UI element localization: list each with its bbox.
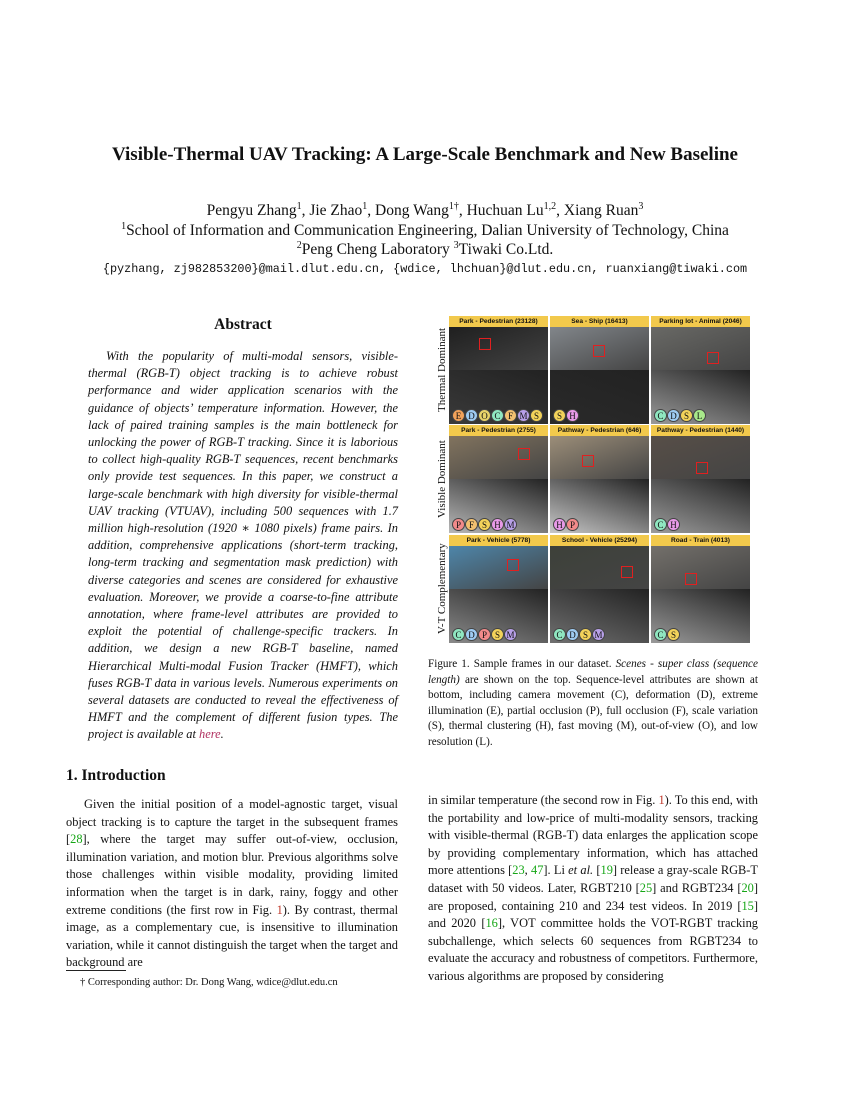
attribute-badges [654,518,680,531]
attribute-badge: M [517,409,530,422]
citation-link[interactable]: 16 [485,916,498,931]
intro-right-paragraph [428,792,758,986]
attribute-badge: C [452,628,465,641]
attribute-badge: D [465,628,478,641]
author-name: , Dong Wang [367,202,449,219]
text-run: ]. Li [543,863,569,878]
attribute-badges [452,409,543,422]
text-run: ] release a gray-scale RGB-T dataset with 50 videos. Later, RGBT210 [ [428,863,758,895]
attribute-badge: C [553,628,566,641]
sample-frame-pair [449,535,548,643]
scene-header: Pathway - Pedestrian (1440) [651,425,750,436]
attribute-badge: C [491,409,504,422]
author-affil-sup: 3 [638,200,644,212]
figure-ref-link[interactable]: 1 [276,902,283,917]
author-name: , Jie Zhao [301,202,363,219]
author-name: , Huchuan Lu [458,202,544,219]
sample-frame-pair [651,535,750,643]
attribute-badge: S [553,409,566,422]
text-run: ] are proposed, containing 210 and 234 test videos. In 2019 [ [428,880,758,913]
text-run: ], where the target may suffer out-of-view, occlusion, illumination variation, and motion blur. Previous algorithms solve those challenges within visible modality, providing limited information when the target is in dark, rainy, foggy and other extreme conditions (the first row in Fig. [66,832,398,917]
sample-frame-pair [651,425,750,533]
scene-header: Sea - Ship (16413) [550,316,649,327]
attribute-badge: E [452,409,465,422]
text-run: ). By contrast, thermal image, as a complementary cue, is insensitive to illumination variation, while it cannot distinguish the target when the target and background are [66,902,399,970]
author-name: Pengyu Zhang [206,202,297,219]
target-bounding-box [507,559,519,571]
text-run: [ [593,863,601,878]
author-affil-sup: 1 [296,200,302,212]
attribute-badge: S [530,409,543,422]
text-run: ], VOT committee holds the VOT-RGBT tracking subchallenge, which selects 60 sequences from RGBT234 to evaluate the accuracy and robustness of competitors. Furthermore, various algorithms are proposed by considering [428,916,759,983]
intro-heading: 1. Introduction [66,767,166,784]
affiliation-1: $^1$School of Information and Communication Engineering, Dalian University of Technology, China [121,220,729,239]
attribute-badges [452,628,517,641]
author-name: , Xiang Ruan [556,202,639,219]
sample-frame-pair [550,316,649,424]
attribute-badge: H [667,518,680,531]
scene-header: School - Vehicle (25294) [550,535,649,546]
attribute-badges [553,518,579,531]
target-bounding-box [479,338,491,350]
attribute-badge: M [504,518,517,531]
attribute-badges [654,628,680,641]
citation-link[interactable]: 23 [512,863,525,878]
sample-frame-pair [449,316,548,424]
author-affil-sup: 1,2 [543,200,557,212]
row-label: V-T Complementary [436,543,448,635]
attribute-badge: C [654,628,667,641]
target-bounding-box [685,573,697,585]
attribute-badge: S [491,628,504,641]
target-bounding-box [518,448,530,460]
scene-header: Park - Vehicle (5778) [449,535,548,546]
attribute-badge: H [566,409,579,422]
text-run: ] and 2020 [ [428,898,758,931]
italic-text: et al. [568,863,594,878]
author-list [0,200,850,221]
scene-header: Parking lot - Animal (2046) [651,316,750,327]
target-bounding-box [593,345,605,357]
attribute-badge: D [465,409,478,422]
abstract-heading: Abstract [214,316,272,333]
citation-link[interactable]: 47 [531,863,544,878]
target-bounding-box [621,566,633,578]
author-affil-sup: 1† [448,200,459,212]
scene-header: Park - Pedestrian (2755) [449,425,548,436]
attribute-badge: P [478,628,491,641]
text-run: ] and RGBT234 [ [652,880,742,895]
footnote: † Corresponding author: Dr. Dong Wang, wdice@dlut.edu.cn [80,977,338,988]
attribute-badges [553,409,579,422]
attribute-badge: P [452,518,465,531]
sample-frame-pair [651,316,750,424]
attribute-badge: H [553,518,566,531]
text-run: ). To this end, with the portability and low-price of multi-modality sensors, tracking with visible-thermal (RGB-T) data enlarges the application scope by providing complementary information, which has attached more attentions [ [428,793,758,878]
attribute-badge: S [667,628,680,641]
scene-header: Park - Pedestrian (23128) [449,316,548,327]
sample-frame-pair [550,425,649,533]
text-run: Given the initial position of a model-agnostic target, visual object tracking is to capture the target in the subsequent frames [ [66,797,398,847]
project-link[interactable]: here [199,727,221,742]
figure-1 [436,316,756,646]
citation-link[interactable]: 19 [600,863,613,878]
citation-link[interactable]: 15 [741,898,754,913]
attribute-badge: S [478,518,491,531]
scene-header: Road - Train (4013) [651,535,750,546]
row-label: Visible Dominant [436,440,448,518]
citation-link[interactable]: 25 [639,880,653,895]
attribute-badge: F [504,409,517,422]
attribute-badges [654,409,706,422]
text-run: , [524,863,532,878]
author-affil-sup: 1 [362,200,368,212]
attribute-badge: H [491,518,504,531]
attribute-badge: O [478,409,491,422]
target-bounding-box [707,352,719,364]
target-bounding-box [696,462,708,474]
text-run: in similar temperature (the second row in Fig. [428,793,659,807]
abstract-body: With the popularity of multi-modal sensors, visible-thermal (RGB-T) object tracking is to achieve robust performance and wider application scenarios with the guidance of objects’ temperature information. However, the lack of paired training samples is the main bottleneck for unlocking the power of RGB-T tracking. Since it is laborious to collect high-quality RGB-T sequences, recent benchmarks only provide test sequences. In this paper, we construct a large-scale benchmark with high diversity for visible-thermal UAV tracking (VTUAV), including 500 sequences with 1.7 million high-resolution (1920 ∗ 1080 pixels) frame pairs. In addition, comprehensive applications (short-term tracking, long-term tracking and segmentation mask prediction) with diverse categories and scenes are considered for exhaustive evaluation. Moreover, we provide a coarse-to-fine attribute annotation, where frame-level attributes are provided to exploit the potential of challenge-specific trackers. In addition, we design a new RGB-T baseline, named Hierarchical Multi-modal Fusion Tracker (HMFT), which fuses RGB-T data in various levels. Numerous experiments on several datasets are conducted to reveal the effectiveness of HMFT and the complement of different fusion types. The project is available at here. [88,349,398,742]
sample-frame-pair [550,535,649,643]
attribute-badges [452,518,517,531]
attribute-badge: M [504,628,517,641]
citation-link[interactable]: 20 [741,880,754,895]
attribute-badge: C [654,518,667,531]
attribute-badge: P [566,518,579,531]
attribute-badge: D [667,409,680,422]
affiliation-2-3: $^2$Peng Cheng Laboratory $^3$Tiwaki Co.Ltd. [296,239,554,258]
footnote-rule [66,970,126,971]
citation-link[interactable]: 28 [70,832,83,847]
attribute-badges [553,628,605,641]
scene-header: Pathway - Pedestrian (646) [550,425,649,436]
sample-frame-pair [449,425,548,533]
row-label: Thermal Dominant [436,328,448,413]
author-emails: {pyzhang, zj982853200}@mail.dlut.edu.cn, {wdice, lhchuan}@dlut.edu.cn, ruanxiang@tiwaki.com [102,262,748,276]
target-bounding-box [582,455,594,467]
attribute-badge: M [592,628,605,641]
attribute-badge: F [465,518,478,531]
attribute-badge: S [579,628,592,641]
attribute-badge: S [680,409,693,422]
figure-ref-link[interactable]: 1 [658,793,665,807]
intro-left-paragraph [66,796,398,972]
attribute-badge: C [654,409,667,422]
paper-title: Visible-Thermal UAV Tracking: A Large-Scale Benchmark and New Baseline [112,144,738,165]
figure-caption: Figure 1. Sample frames in our dataset. Scenes - super class (sequence length) are shown on the top. Sequence-level attributes are shown at bottom, including camera movement (C), deformation (D), extreme illumination (E), partial occlusion (P), full occlusion (F), scale variation (S), thermal clustering (H), fast moving (M), out-of-view (O), and low resolution (L). [428,658,758,748]
attribute-badge: L [693,409,706,422]
attribute-badge: D [566,628,579,641]
